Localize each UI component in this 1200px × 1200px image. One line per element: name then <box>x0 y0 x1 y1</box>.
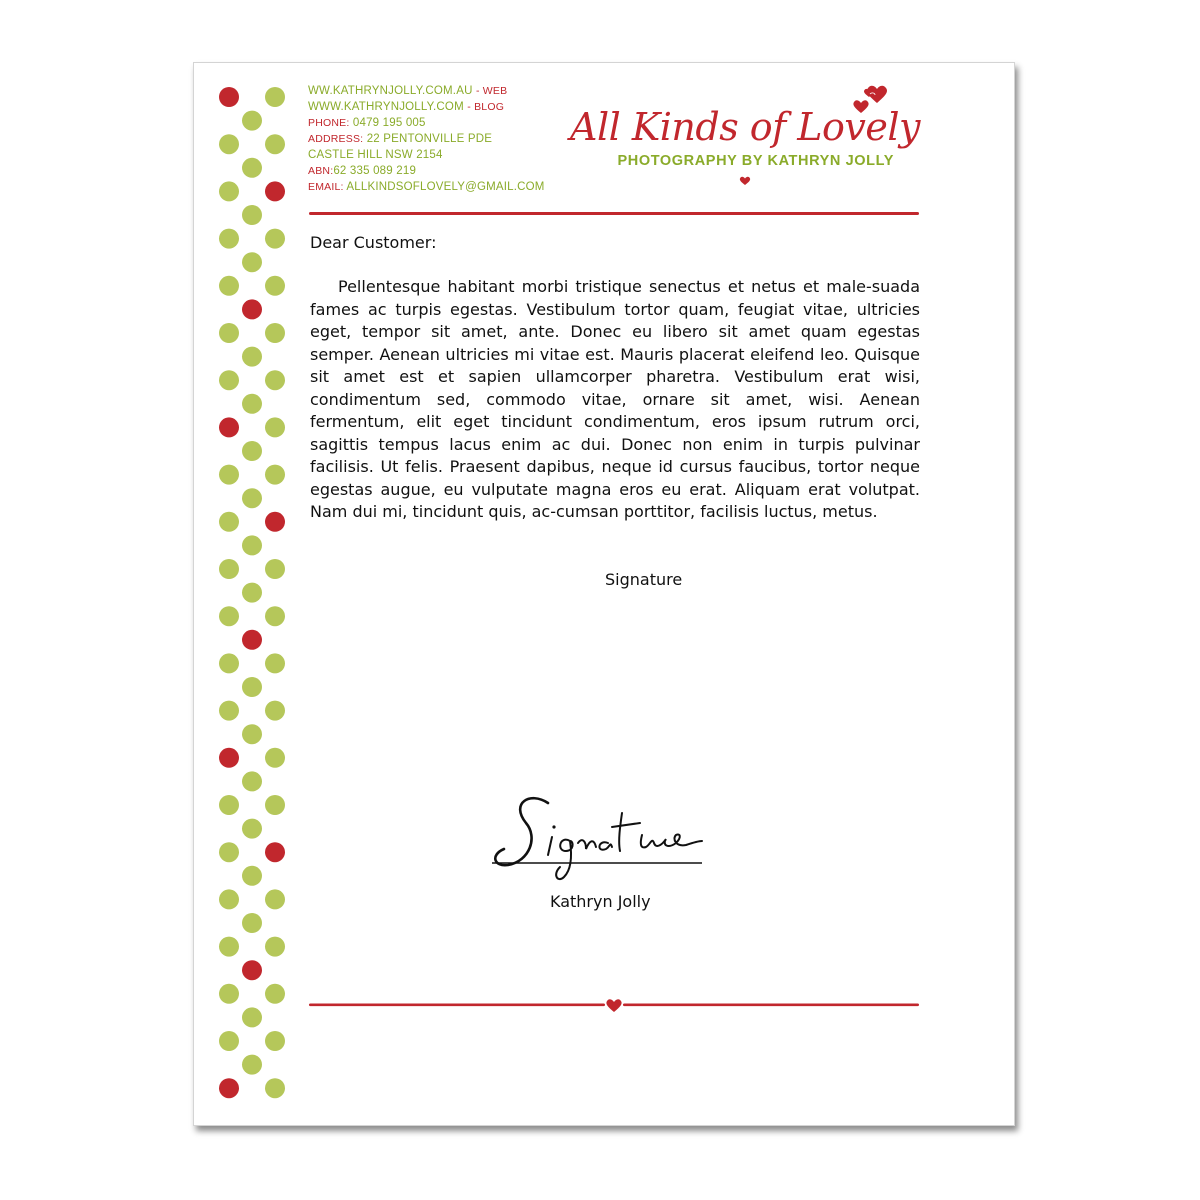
polka-dot <box>219 984 239 1004</box>
polka-dot <box>242 866 262 886</box>
polka-dot <box>219 370 239 390</box>
footer-heart-icon <box>606 999 621 1012</box>
polka-dot <box>265 984 285 1004</box>
polka-dot <box>219 87 239 107</box>
polka-dot <box>265 653 285 673</box>
signature-text: Signature <box>605 570 683 589</box>
polka-dot <box>265 748 285 768</box>
polka-dot <box>242 724 262 744</box>
logo-title: All Kinds of Lovely <box>570 105 920 149</box>
polka-dot <box>265 1078 285 1098</box>
polka-dot <box>242 771 262 791</box>
contact-address-label: ADDRESS: <box>308 133 364 145</box>
polka-dot <box>265 181 285 201</box>
polka-dot <box>265 937 285 957</box>
polka-dot <box>242 252 262 272</box>
letterhead-page <box>193 62 1015 1126</box>
contact-address-line2: CASTLE HILL NSW 2154 <box>308 149 443 161</box>
polka-dot <box>242 488 262 508</box>
signer-name: Kathryn Jolly <box>550 892 651 911</box>
polka-dot <box>219 606 239 626</box>
contact-web <box>308 83 588 99</box>
polka-dot <box>219 748 239 768</box>
contact-address <box>308 131 588 147</box>
contact-web-value: WW.KATHRYNJOLLY.COM.AU <box>308 85 473 97</box>
polka-dot <box>219 701 239 721</box>
polka-dot <box>265 842 285 862</box>
polka-dot <box>265 795 285 815</box>
polka-dot <box>265 889 285 909</box>
polka-dot <box>242 583 262 603</box>
heart-icon <box>739 175 751 186</box>
polka-dot <box>265 559 285 579</box>
polka-dot <box>242 158 262 178</box>
polka-dot <box>265 370 285 390</box>
polka-dot <box>242 960 262 980</box>
letter-greeting: Dear Customer: <box>310 233 437 252</box>
polka-dot <box>219 323 239 343</box>
contact-abn-label: ABN: <box>308 165 334 177</box>
polka-dot <box>265 323 285 343</box>
polka-dot <box>242 630 262 650</box>
polka-dot <box>219 181 239 201</box>
polka-dot <box>219 937 239 957</box>
polka-dot <box>219 229 239 249</box>
polka-dot <box>219 417 239 437</box>
contact-block <box>308 83 588 195</box>
polka-dot <box>242 535 262 555</box>
polka-dot <box>242 347 262 367</box>
polka-dot <box>242 441 262 461</box>
contact-phone-label: PHONE: <box>308 117 350 129</box>
polka-dot <box>242 1007 262 1027</box>
logo-subtitle: PHOTOGRAPHY BY KATHRYN JOLLY <box>617 153 894 169</box>
footer-divider <box>309 997 919 1013</box>
contact-blog-value: WWW.KATHRYNJOLLY.COM <box>308 101 464 113</box>
polka-dot <box>219 889 239 909</box>
polka-dot <box>265 87 285 107</box>
polka-dot <box>219 134 239 154</box>
polka-dot-border <box>194 63 294 1125</box>
contact-email-label: EMAIL: <box>308 181 344 193</box>
polka-dot <box>242 1055 262 1075</box>
contact-phone-value: 0479 195 005 <box>352 117 426 129</box>
polka-dot <box>219 512 239 532</box>
brand-logo <box>569 81 924 191</box>
polka-dot <box>265 465 285 485</box>
polka-dot <box>242 913 262 933</box>
polka-dot <box>242 299 262 319</box>
polka-dot <box>219 1078 239 1098</box>
contact-email <box>308 179 588 195</box>
contact-email-value: ALLKINDSOFLOVELY@GMAIL.COM <box>346 181 545 193</box>
contact-abn-value: 62 335 089 219 <box>333 165 417 177</box>
polka-dot <box>265 229 285 249</box>
polka-dot <box>219 276 239 296</box>
polka-dot <box>265 606 285 626</box>
polka-dot <box>265 1031 285 1051</box>
letter-body: Pellentesque habitant morbi tristique senectus et netus et male-suada fames ac turpis egestas. Vestibulum tortor quam, feugiat vitae, ultricies eget, tempor sit amet, ante. Donec eu libero sit amet quam egestas semper. Aenean ultricies mi vitae est. Mauris placerat eleifend leo. Quisque sit amet est et sapien ullamcorper pharetra. Vestibulum erat wisi, condimentum sed, commodo vitae, ornare sit amet, wisi. Aenean fermentum, elit eget tincidunt condimentum, eros ipsum rutrum orci, sagittis tempus lacus enim ac dui. Donec non enim in turpis pulvinar facilisis. Ut felis. Praesent dapibus, neque id cursus faucibus, tortor neque egestas augue, eu vulputate magna eros eu erat. Aliquam erat volutpat. Nam dui mi, tincidunt quis, ac-cumsan porttitor, facilisis luctus, metus. <box>310 277 920 521</box>
contact-address-2 <box>308 147 588 163</box>
polka-dot <box>265 134 285 154</box>
polka-dot <box>265 512 285 532</box>
polka-dot <box>265 276 285 296</box>
polka-dot <box>219 559 239 579</box>
polka-dot <box>219 842 239 862</box>
polka-dot <box>219 1031 239 1051</box>
polka-dot <box>219 465 239 485</box>
contact-address-line1: 22 PENTONVILLE PDE <box>366 133 493 145</box>
polka-dot <box>242 819 262 839</box>
polka-dot <box>242 394 262 414</box>
polka-dot <box>242 205 262 225</box>
contact-web-label: - WEB <box>475 85 508 97</box>
polka-dot <box>265 701 285 721</box>
contact-blog-label: - BLOG <box>467 101 505 113</box>
signature-image <box>490 570 720 885</box>
contact-phone <box>308 115 588 131</box>
header-divider <box>309 212 919 215</box>
polka-dot <box>219 795 239 815</box>
polka-dot <box>219 653 239 673</box>
polka-dot <box>265 417 285 437</box>
contact-blog <box>308 99 588 115</box>
polka-dot <box>242 677 262 697</box>
contact-abn <box>308 163 588 179</box>
polka-dot <box>242 111 262 131</box>
